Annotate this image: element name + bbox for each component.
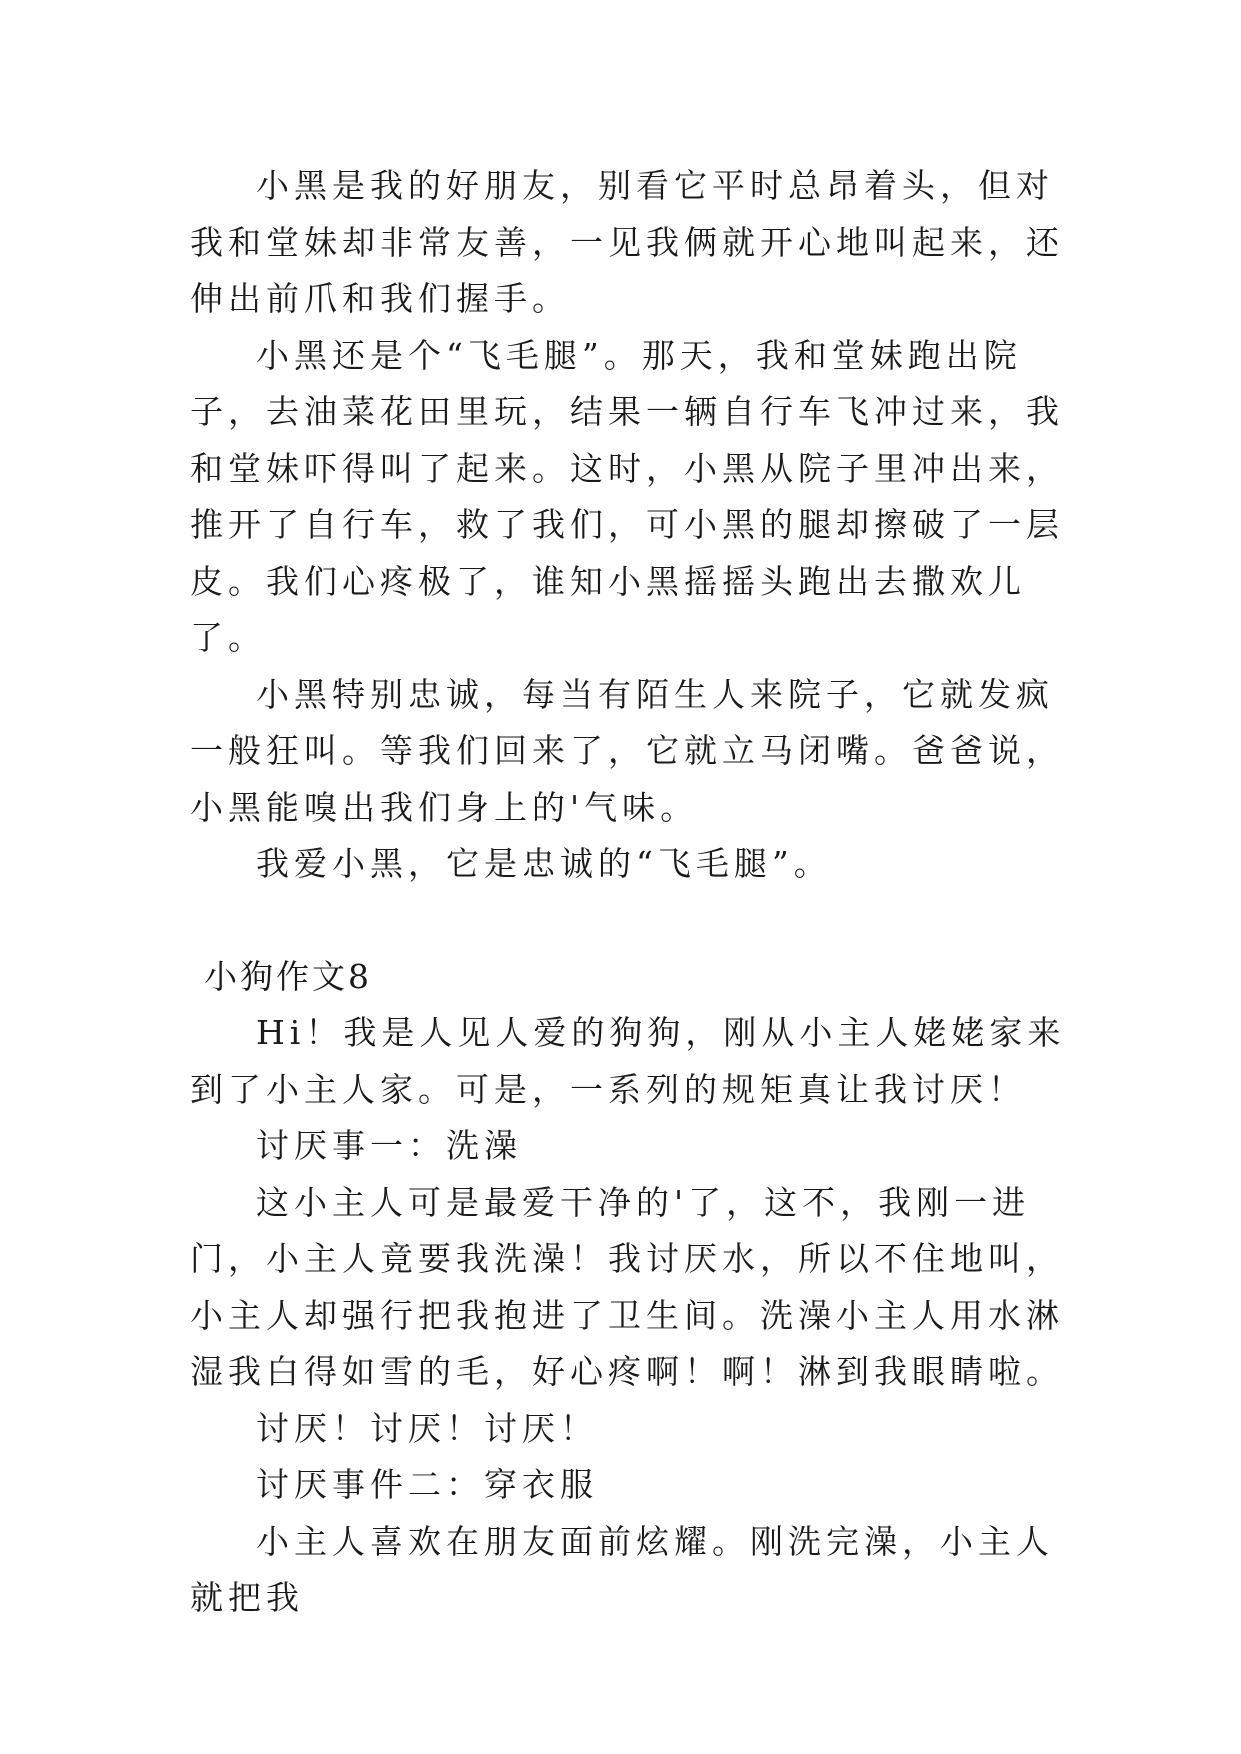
paragraph: 我爱小黑，它是忠诚的“飞毛腿”。 (256, 844, 832, 883)
paragraph: 这小主人可是最爱干净的'了，这不，我刚一进门，小主人竟要我洗澡！我讨厌水，所以不住地叫，小主人却强行把我抱进了卫生间。洗澡小主人用水淋湿我白得如雪的毛，好心疼啊！啊！淋到我眼睛啦。 (190, 1182, 1064, 1391)
paragraph: 小主人喜欢在朋友面前炫耀。刚洗完澡，小主人就把我 (190, 1521, 1054, 1617)
paragraph: Hi！我是人见人爱的狗狗，刚从小主人姥姥家来到了小主人家。可是，一系列的规矩真让我讨厌！ (190, 1013, 1066, 1109)
paragraph: 小黑还是个“飞毛腿”。那天，我和堂妹跑出院子，去油菜花田里玩，结果一辆自行车飞冲过来，我和堂妹吓得叫了起来。这时，小黑从院子里冲出来，推开了自行车，救了我们，可小黑的腿却擦破了一层皮。我们心疼极了，谁知小黑摇摇头跑出去撒欢儿了。 (190, 335, 1064, 657)
paragraph: 小黑是我的好朋友，别看它平时总昂着头，但对我和堂妹却非常友善，一见我俩就开心地叫起来，还伸出前爪和我们握手。 (190, 166, 1064, 318)
subheading: 讨厌事一：洗澡 (256, 1126, 522, 1165)
document-body (190, 158, 1070, 1627)
subheading: 讨厌事件二：穿衣服 (256, 1465, 598, 1504)
section-spacer (190, 893, 1070, 949)
paragraph: 讨厌！讨厌！讨厌！ (256, 1408, 598, 1448)
paragraph: 小黑特别忠诚，每当有陌生人来院子，它就发疯一般狂叫。等我们回来了，它就立马闭嘴。爸爸说，小黑能嗅出我们身上的'气味。 (190, 674, 1064, 827)
section-title: 小狗作文8 (204, 956, 372, 996)
